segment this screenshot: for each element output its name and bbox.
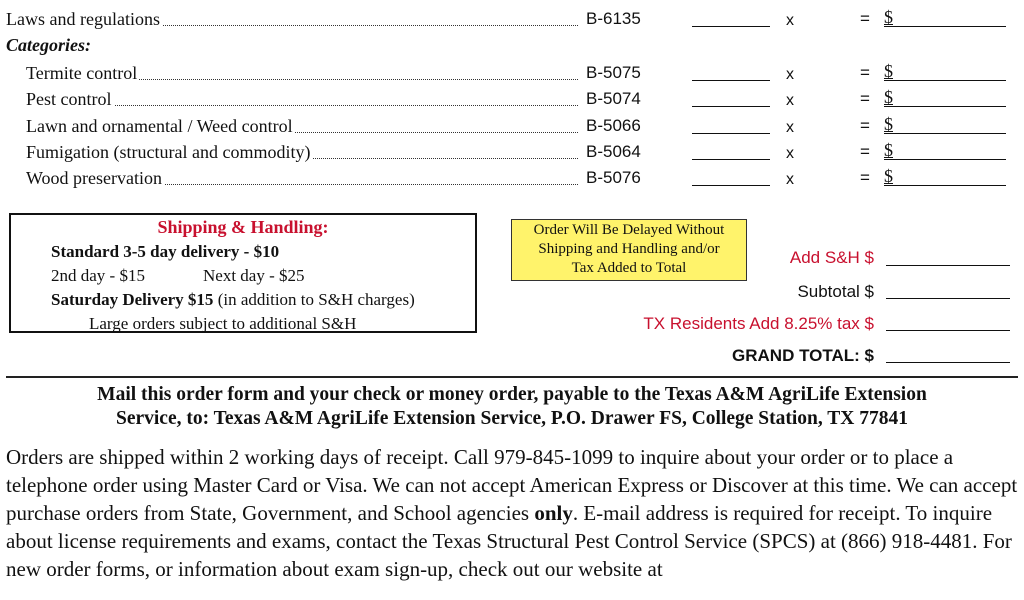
quantity-field[interactable] <box>692 159 770 160</box>
dollar-sign: $ <box>884 166 893 186</box>
amount-field[interactable] <box>884 133 1006 134</box>
shipping-handling-box <box>9 213 477 333</box>
next-day-rate: Next day - $25 <box>203 266 305 285</box>
multiply-sign: x <box>786 92 794 109</box>
mail-instructions-line-2: Service, to: Texas A&M AgriLife Extension Service, P.O. Drawer FS, College Station, TX 77841 <box>115 408 909 429</box>
dollar-sign: $ <box>884 114 893 134</box>
saturday-delivery <box>51 290 415 310</box>
item-label: Wood preservation <box>26 165 164 191</box>
tax-field[interactable] <box>886 330 1010 331</box>
item-code: B-5076 <box>586 168 641 187</box>
large-orders-note: Large orders subject to additional S&H <box>89 314 357 333</box>
quantity-field[interactable] <box>692 106 770 107</box>
dollar-sign: $ <box>884 7 893 27</box>
add-sh-label: Add S&H $ <box>789 248 874 267</box>
dollar-sign: $ <box>884 61 893 81</box>
grand-total-label: GRAND TOTAL: $ <box>732 346 874 365</box>
item-code: B-5074 <box>586 89 641 108</box>
equals-sign: = <box>860 142 870 161</box>
item-label: Fumigation (structural and commodity) <box>26 139 312 165</box>
multiply-sign: x <box>786 119 794 136</box>
info-emphasis: only <box>534 501 573 525</box>
saturday-delivery-bold: Saturday Delivery $15 <box>51 290 214 309</box>
item-label: Termite control <box>26 60 139 86</box>
subtotal-label: Subtotal $ <box>797 282 874 301</box>
equals-sign: = <box>860 116 870 135</box>
item-code: B-5066 <box>586 116 641 135</box>
tax-label: TX Residents Add 8.25% tax $ <box>643 314 874 333</box>
multiply-sign: x <box>786 171 794 188</box>
order-row-termite <box>0 60 1024 86</box>
notice-line-3: Tax Added to Total <box>571 260 687 276</box>
amount-field[interactable] <box>884 106 1006 107</box>
quantity-field[interactable] <box>692 185 770 186</box>
second-day-rate: 2nd day - $15 <box>51 266 145 285</box>
notice-line-1: Order Will Be Delayed Without <box>533 222 725 238</box>
item-label: Pest control <box>26 86 114 112</box>
notice-line-2: Shipping and Handling and/or <box>538 241 720 257</box>
standard-delivery-text: Standard 3-5 day delivery - $10 <box>51 242 280 261</box>
order-row-laws <box>0 6 1024 32</box>
mail-instructions <box>0 383 1024 431</box>
delay-notice <box>511 219 747 281</box>
saturday-delivery-note: (in addition to S&H charges) <box>213 290 415 309</box>
amount-field[interactable] <box>884 159 1006 160</box>
section-divider <box>6 376 1018 378</box>
subtotal-field[interactable] <box>886 298 1010 299</box>
amount-field[interactable] <box>884 80 1006 81</box>
quantity-field[interactable] <box>692 26 770 27</box>
shipping-title: Shipping & Handling: <box>157 217 329 237</box>
order-row-wood <box>0 165 1024 191</box>
order-info-paragraph <box>6 443 1020 583</box>
multiply-sign: x <box>786 66 794 83</box>
standard-delivery <box>51 242 279 262</box>
info-text-2: . E-mail address is required for receipt. To inquire about license requirements and exams, contact the Texas Structural Pest Control Service (SPCS) at (866) 918-4481. For new order forms, or information about exam sign-up, check out our website at <box>6 501 1012 581</box>
categories-heading: Categories: <box>6 35 91 55</box>
dollar-sign: $ <box>884 87 893 107</box>
amount-field[interactable] <box>884 26 1006 27</box>
item-code: B-6135 <box>586 9 641 28</box>
info-text-1: Orders are shipped within 2 working days of receipt. Call 979-845-1099 to inquire about your order or to place a telephone order using Master Card or Visa. We can not accept American Express or Discover at this time. We can accept purchase orders from State, Government, and School agencies <box>6 445 1018 525</box>
order-row-lawn <box>0 113 1024 139</box>
multiply-sign: x <box>786 12 794 29</box>
equals-sign: = <box>860 9 870 28</box>
quantity-field[interactable] <box>692 80 770 81</box>
equals-sign: = <box>860 89 870 108</box>
mail-instructions-line-1: Mail this order form and your check or money order, payable to the Texas A&M AgriLife Extension <box>97 384 927 405</box>
dollar-sign: $ <box>884 140 893 160</box>
order-row-pest <box>0 86 1024 112</box>
equals-sign: = <box>860 168 870 187</box>
add-sh-field[interactable] <box>886 265 1010 266</box>
item-label: Lawn and ornamental / Weed control <box>26 113 295 139</box>
quantity-field[interactable] <box>692 133 770 134</box>
item-label: Laws and regulations <box>6 6 162 32</box>
equals-sign: = <box>860 63 870 82</box>
amount-field[interactable] <box>884 185 1006 186</box>
grand-total-field[interactable] <box>886 362 1010 363</box>
multiply-sign: x <box>786 145 794 162</box>
item-code: B-5064 <box>586 142 641 161</box>
item-code: B-5075 <box>586 63 641 82</box>
order-row-fumigation <box>0 139 1024 165</box>
